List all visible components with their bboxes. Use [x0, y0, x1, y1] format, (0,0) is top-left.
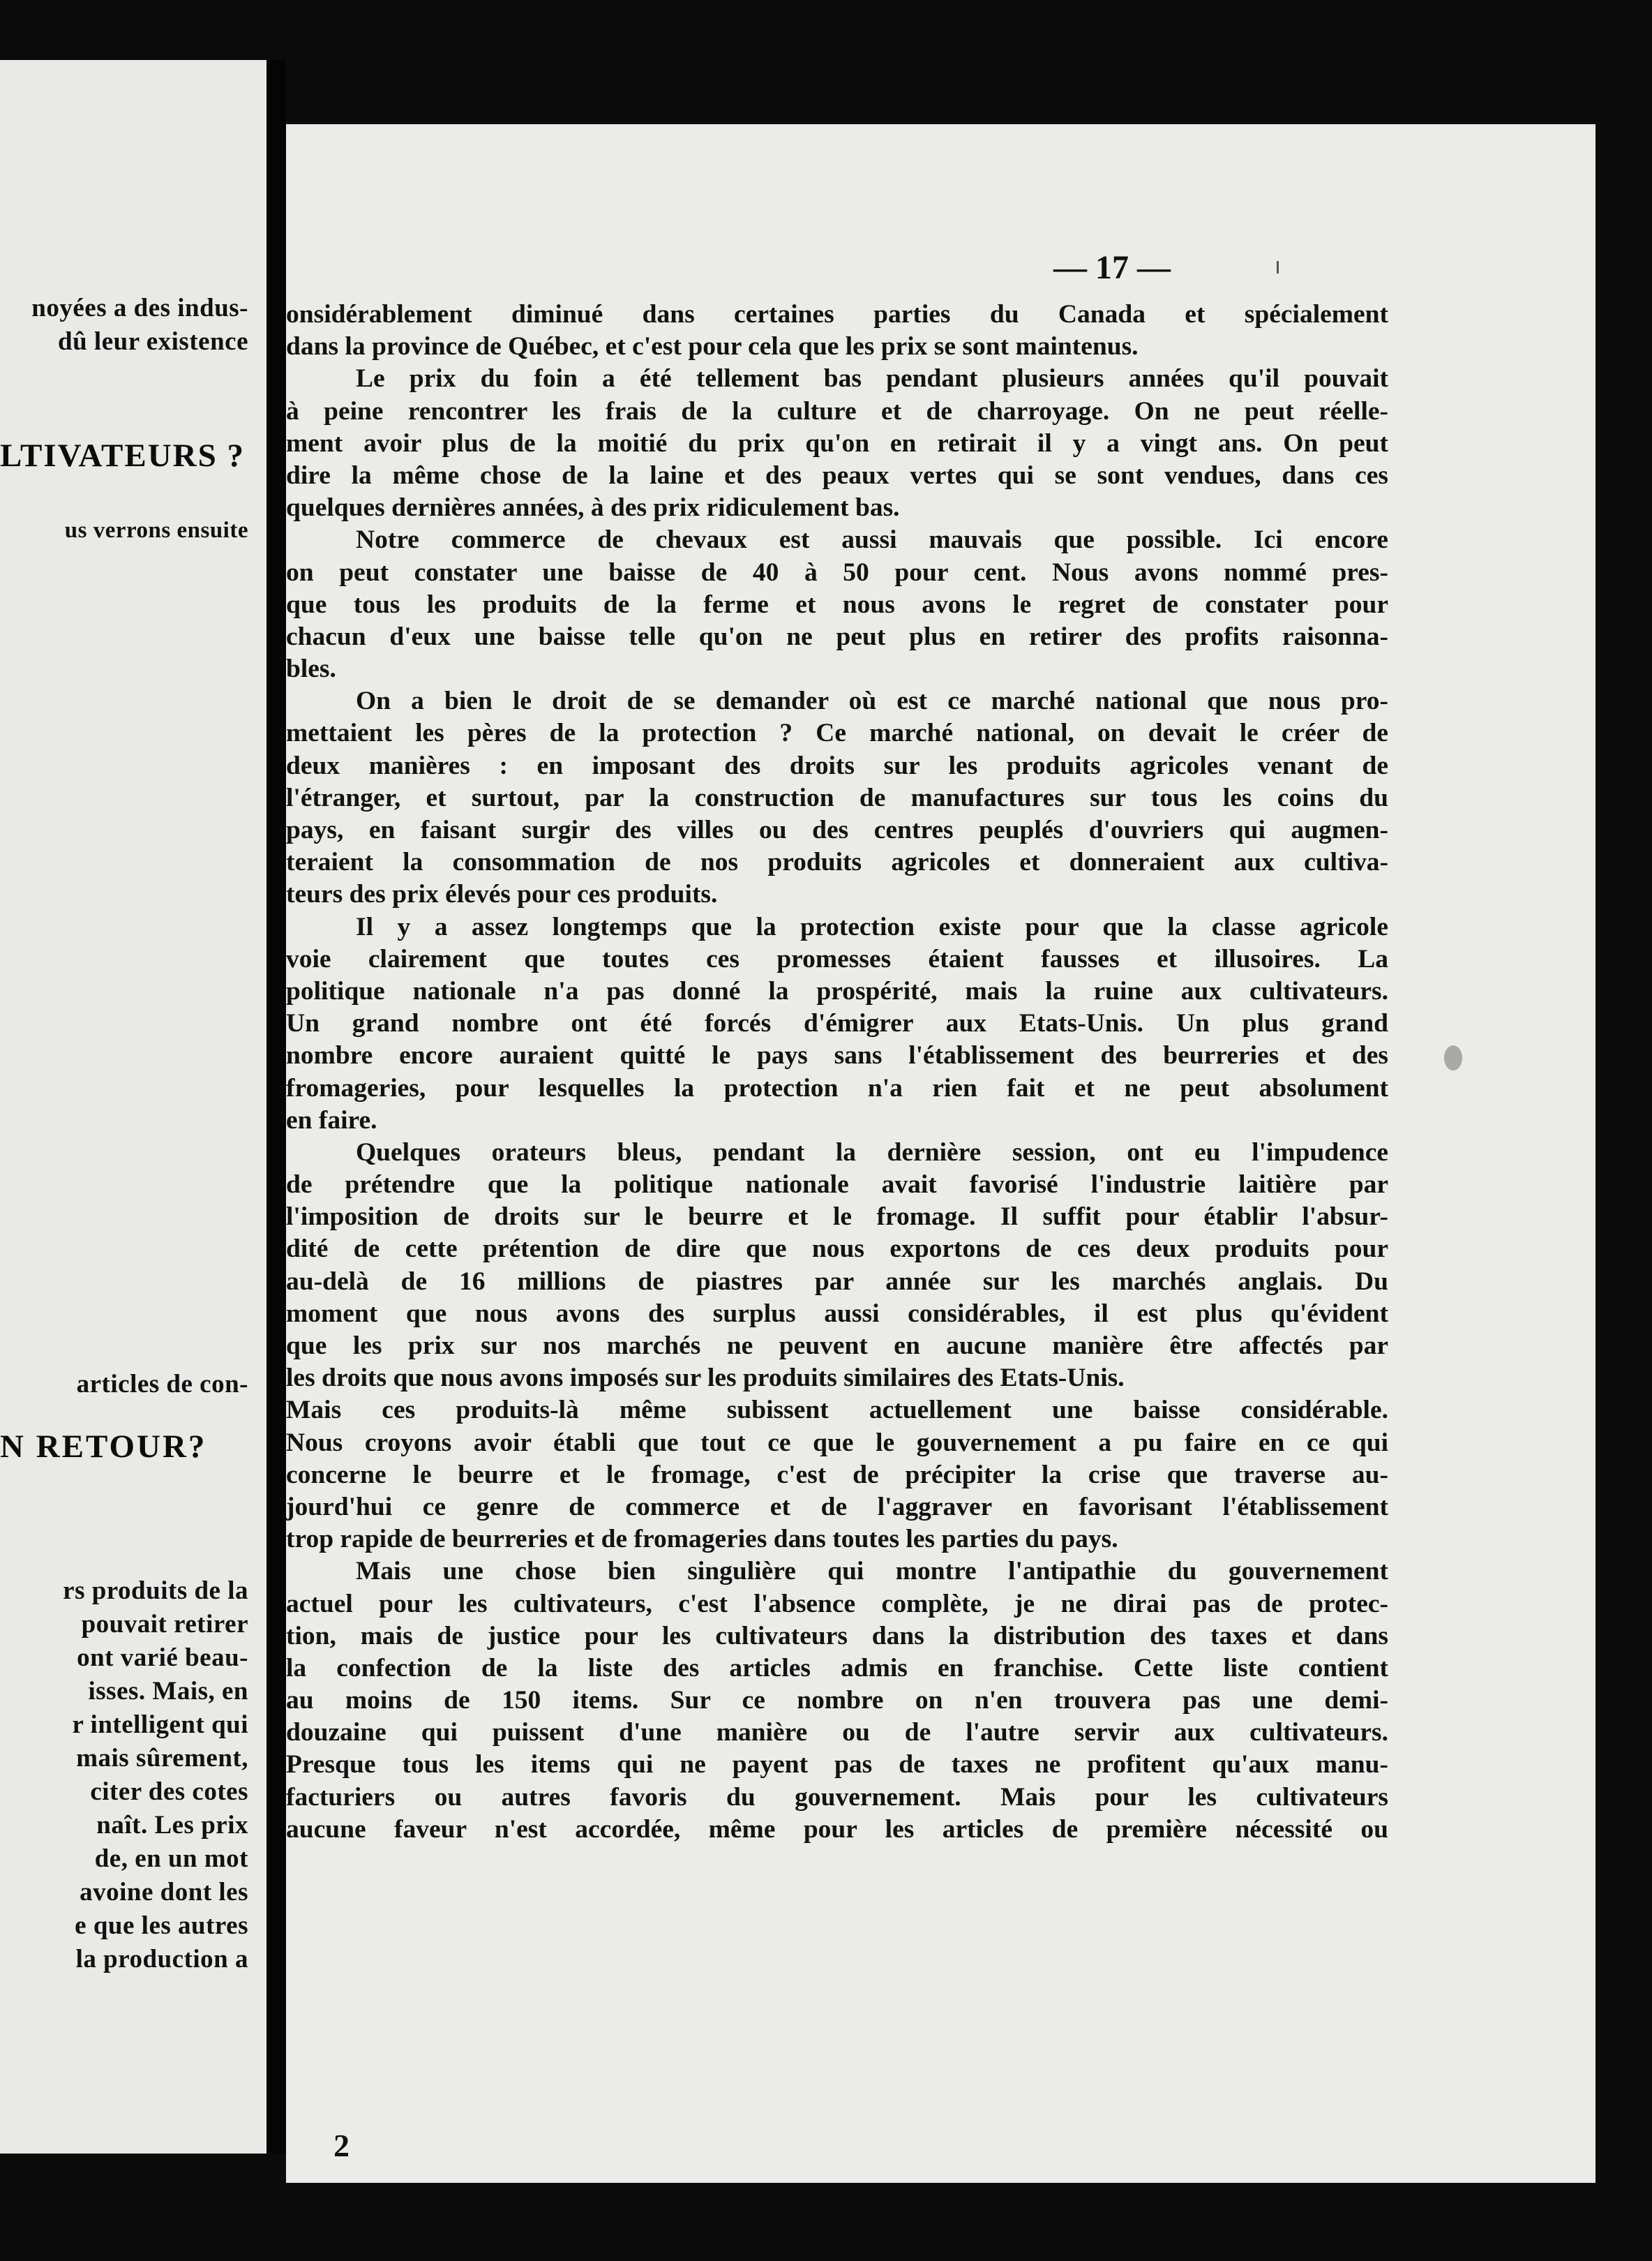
body-text-line: Le prix du foin a été tellement bas pendant plusieurs années qu'il pouvait	[356, 364, 1388, 394]
left-page-fragment	[0, 60, 266, 2154]
left-text-line: r intelligent qui	[72, 1710, 248, 1739]
body-text-line: Il y a assez longtemps que la protection existe pour que la classe agricole	[356, 912, 1388, 941]
body-text-line: aucune faveur n'est accordée, même pour les articles de première nécessité ou	[286, 1814, 1388, 1844]
page-number: — 17 —	[1053, 249, 1171, 286]
body-text-line: pays, en faisant surgir des villes ou des centres peuplés d'ouvriers qui augmen-	[286, 816, 1388, 844]
print-mark	[1277, 261, 1279, 274]
left-text-line: avoine dont les	[80, 1878, 248, 1906]
body-text-line: Mais une chose bien singulière qui montre l'antipathie du gouvernement	[356, 1557, 1388, 1586]
body-text-line: concerne le beurre et le fromage, c'est de précipiter la crise que traverse au-	[286, 1460, 1388, 1489]
body-text-line: douzaine qui puissent d'une manière ou de l'autre servir aux cultivateurs.	[286, 1718, 1388, 1747]
body-text-line: en faire.	[286, 1105, 377, 1135]
body-text	[286, 299, 1388, 1846]
body-text-line: teurs des prix élevés pour ces produits.	[286, 880, 718, 909]
body-text-line: chacun d'eux une baisse telle qu'on ne peut plus en retirer des profits raisonna-	[286, 622, 1388, 651]
body-text-line: à peine rencontrer les frais de la culture et de charroyage. On ne peut réelle-	[286, 396, 1388, 426]
left-text-line: articles de con-	[76, 1370, 248, 1398]
body-text-line: l'imposition de droits sur le beurre et le fromage. Il suffit pour établir l'absur-	[286, 1202, 1388, 1232]
body-text-line: les droits que nous avons imposés sur les produits similaires des Etats-Unis.	[286, 1364, 1125, 1393]
left-text-line: la production a	[75, 1945, 248, 1973]
body-text-line: trop rapide de beurreries et de fromageries dans toutes les parties du pays.	[286, 1525, 1118, 1554]
body-text-line: dire la même chose de la laine et des peaux vertes qui se sont vendues, dans ces	[286, 461, 1388, 490]
right-page	[286, 124, 1595, 2183]
body-text-line: dans la province de Québec, et c'est pour cela que les prix se sont maintenus.	[286, 332, 1139, 361]
body-text-line: Presque tous les items qui ne payent pas de taxes ne profitent qu'aux manu-	[286, 1750, 1388, 1779]
body-text-line: mettaient les pères de la protection ? Ce marché national, on devait le créer de	[286, 719, 1388, 748]
left-text-line: de, en un mot	[94, 1844, 248, 1873]
body-text-line: Un grand nombre ont été forcés d'émigrer aux Etats-Unis. Un plus grand	[286, 1009, 1388, 1038]
left-text-line: citer des cotes	[90, 1777, 248, 1806]
left-text-line: ont varié beau-	[77, 1643, 248, 1672]
body-text-line: fromageries, pour lesquelles la protection n'a rien fait et ne peut absolument	[286, 1073, 1388, 1103]
left-text-line: pouvait retirer	[81, 1610, 248, 1639]
body-text-line: au-delà de 16 millions de piastres par année sur les marchés anglais. Du	[286, 1267, 1388, 1296]
body-text-line: Nous croyons avoir établi que tout ce que le gouvernement a pu faire en ce qui	[286, 1428, 1388, 1457]
body-text-line: de prétendre que la politique nationale avait favorisé l'industrie laitière par	[286, 1170, 1388, 1200]
left-text-line: e que les autres	[75, 1911, 248, 1940]
left-text-line: us verrons ensuite	[64, 518, 248, 543]
punch-hole-mark	[1444, 1045, 1462, 1070]
left-text-line: naît. Les prix	[96, 1811, 248, 1840]
signature-folio: 2	[333, 2128, 350, 2163]
body-text-line: onsidérablement diminué dans certaines parties du Canada et spécialement	[286, 300, 1388, 329]
body-text-line: Mais ces produits-là même subissent actuellement une baisse considérable.	[286, 1396, 1388, 1425]
left-text-line: mais sûrement,	[76, 1744, 248, 1773]
body-text-line: Quelques orateurs bleus, pendant la dernière session, ont eu l'impudence	[356, 1137, 1388, 1167]
body-text-line: que les prix sur nos marchés ne peuvent en aucune manière être affectés par	[286, 1331, 1388, 1360]
body-text-line: la confection de la liste des articles admis en franchise. Cette liste contient	[286, 1653, 1388, 1682]
body-text-line: actuel pour les cultivateurs, c'est l'absence complète, je ne dirai pas de protec-	[286, 1589, 1388, 1618]
left-text-line: isses. Mais, en	[88, 1677, 248, 1706]
body-text-line: politique nationale n'a pas donné la prospérité, mais la ruine aux cultivateurs.	[286, 976, 1388, 1006]
body-text-line: facturiers ou autres favoris du gouvernement. Mais pour les cultivateurs	[286, 1782, 1388, 1812]
body-text-line: tion, mais de justice pour les cultivateurs dans la distribution des taxes et dans	[286, 1621, 1388, 1650]
left-heading: LTIVATEURS ?	[0, 438, 245, 474]
body-text-line: Notre commerce de chevaux est aussi mauvais que possible. Ici encore	[356, 525, 1388, 555]
body-text-line: on peut constater une baisse de 40 à 50 pour cent. Nous avons nommé pres-	[286, 558, 1388, 587]
body-text-line: On a bien le droit de se demander où est ce marché national que nous pro-	[356, 687, 1388, 716]
left-text-line: rs produits de la	[63, 1576, 248, 1605]
body-text-line: nombre encore auraient quitté le pays sans l'établissement des beurreries et des	[286, 1041, 1388, 1070]
body-text-line: l'étranger, et surtout, par la construction de manufactures sur tous les coins du	[286, 783, 1388, 812]
body-text-line: au moins de 150 items. Sur ce nombre on n'en trouvera pas une demi-	[286, 1686, 1388, 1715]
body-text-line: deux manières : en imposant des droits sur les produits agricoles venant de	[286, 751, 1388, 780]
body-text-line: bles.	[286, 655, 336, 684]
body-text-line: moment que nous avons des surplus aussi considérables, il est plus qu'évident	[286, 1299, 1388, 1328]
book-spine	[266, 60, 286, 2154]
left-text-line: noyées a des indus-	[31, 294, 248, 322]
left-text-line: dû leur existence	[58, 327, 248, 356]
body-text-line: teraient la consommation de nos produits agricoles et donneraient aux cultiva-	[286, 848, 1388, 877]
body-text-line: dité de cette prétention de dire que nous exportons de ces deux produits pour	[286, 1234, 1388, 1264]
body-text-line: ment avoir plus de la moitié du prix qu'on en retirait il y a vingt ans. On peut	[286, 428, 1388, 458]
body-text-line: jourd'hui ce genre de commerce et de l'aggraver en favorisant l'établissement	[286, 1492, 1388, 1521]
left-heading: N RETOUR?	[0, 1428, 207, 1465]
body-text-line: voie clairement que toutes ces promesses étaient fausses et illusoires. La	[286, 944, 1388, 973]
body-text-line: quelques dernières années, à des prix ridiculement bas.	[286, 493, 900, 523]
body-text-line: que tous les produits de la ferme et nous avons le regret de constater pour	[286, 590, 1388, 619]
